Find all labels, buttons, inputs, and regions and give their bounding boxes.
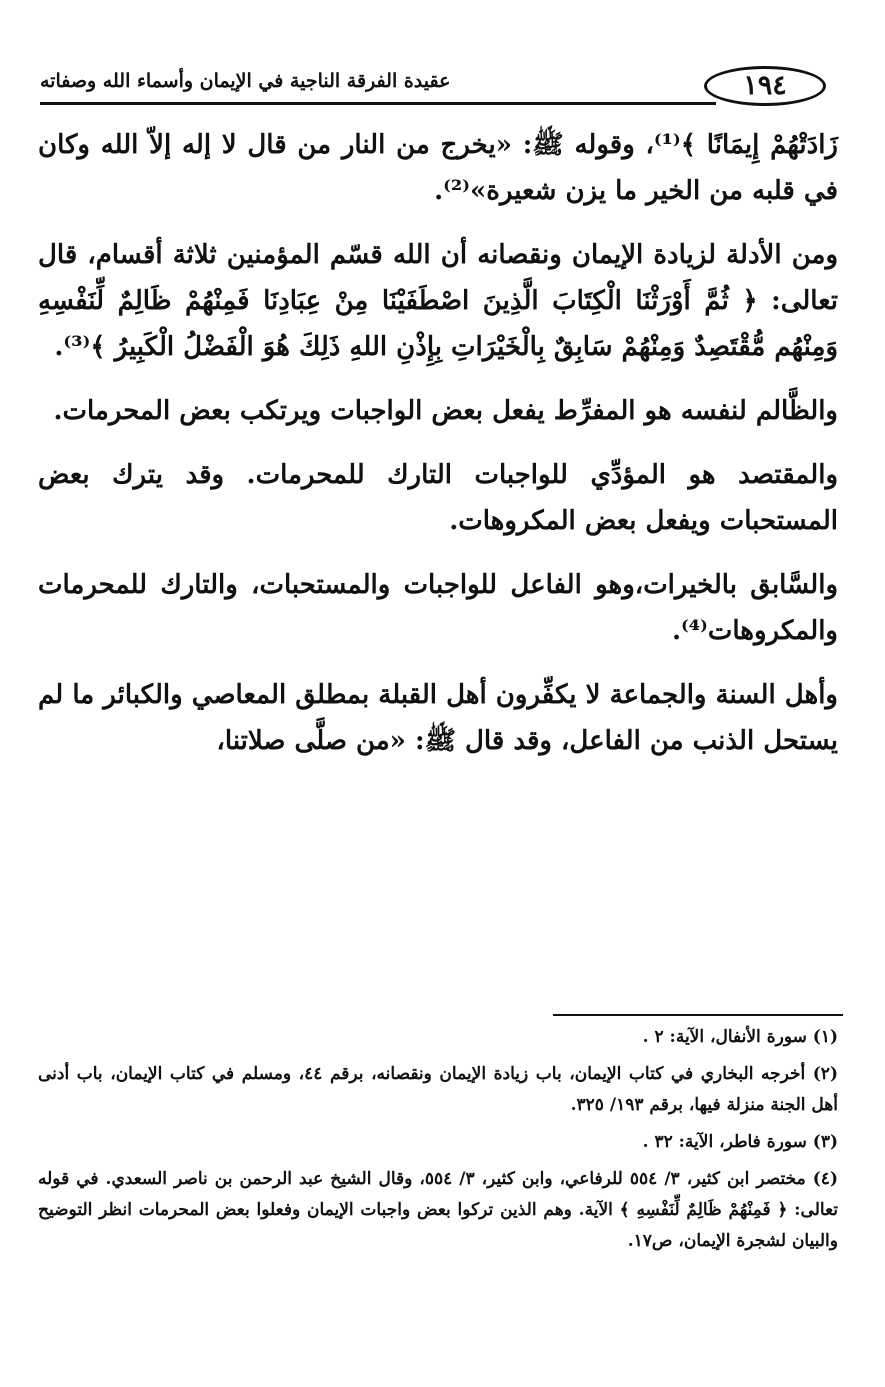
page-header (36, 62, 826, 114)
paragraph-6: وأهل السنة والجماعة لا يكفِّرون أهل القبلة بمطلق المعاصي والكبائر ما لم يستحل الذنب من الفاعل، وقد قال ﷺ: «من صلَّى صلاتنا، (38, 680, 838, 756)
paragraph-4: والمقتصد هو المؤدِّي للواجبات التارك للمحرمات. وقد يترك بعض المستحبات ويفعل بعض المكروهات. (38, 460, 838, 536)
footnote-4: (٤) مختصر ابن كثير، ٣/ ٥٥٤ للرفاعي، وابن كثير، ٣/ ٥٥٤، وقال الشيخ عبد الرحمن بن ناصر السعدي. في قوله تعالى: ﴿ فَمِنْهُمْ ظَالِمٌ لِّنَفْسِهِ ﴾ الآية. وهم الذين تركوا بعض واجبات الإيمان وفعلوا بعض المحرمات انظر التوضيح والبيان لشجرة الإيمان، ص١٧. (38, 1169, 838, 1251)
footnote-2: (٢) أخرجه البخاري في كتاب الإيمان، باب زيادة الإيمان ونقصانه، برقم ٤٤، ومسلم في كتاب الإيمان، باب أدنى أهل الجنة منزلة فيها، برقم ١٩٣/ ٣٢٥. (38, 1064, 838, 1115)
footnote-separator (553, 1014, 843, 1016)
paragraph-2: ومن الأدلة لزيادة الإيمان ونقصانه أن الله قسّم المؤمنين ثلاثة أقسام، قال تعالى: ﴿ ثُمَّ أَوْرَثْنَا الْكِتَابَ الَّذِينَ اصْطَفَيْنَا مِنْ عِبَادِنَا فَمِنْهُمْ ظَالِمٌ لِّنَفْسِهِ وَمِنْهُم مُّقْتَصِدٌ وَمِنْهُمْ سَابِقٌ بِالْخَيْرَاتِ بِإِذْنِ اللهِ ذَلِكَ هُوَ الْفَضْلُ الْكَبِيرُ ﴾⁽³⁾. (38, 240, 838, 362)
footnotes (38, 1022, 838, 1263)
paragraph-5: والسَّابق بالخيرات،وهو الفاعل للواجبات والمستحبات، والتارك للمحرمات والمكروهات⁽⁴⁾. (38, 570, 838, 646)
running-title: عقيدة الفرقة الناجية في الإيمان وأسماء الله وصفاته (40, 70, 451, 92)
header-rule (40, 102, 716, 105)
page-number: ١٩٤ (704, 66, 826, 106)
main-text (38, 122, 838, 782)
paragraph-1: زَادَتْهُمْ إِيمَانًا ﴾⁽¹⁾، وقوله ﷺ: «يخرج من النار من قال لا إله إلاّ الله وكان في قلبه من الخير ما يزن شعيرة»⁽²⁾. (38, 130, 838, 206)
footnote-3: (٣) سورة فاطر، الآية: ٣٢ . (642, 1132, 838, 1152)
paragraph-3: والظَّالم لنفسه هو المفرِّط يفعل بعض الواجبات ويرتكب بعض المحرمات. (53, 396, 838, 426)
footnote-1: (١) سورة الأنفال، الآية: ٢ . (642, 1027, 838, 1047)
